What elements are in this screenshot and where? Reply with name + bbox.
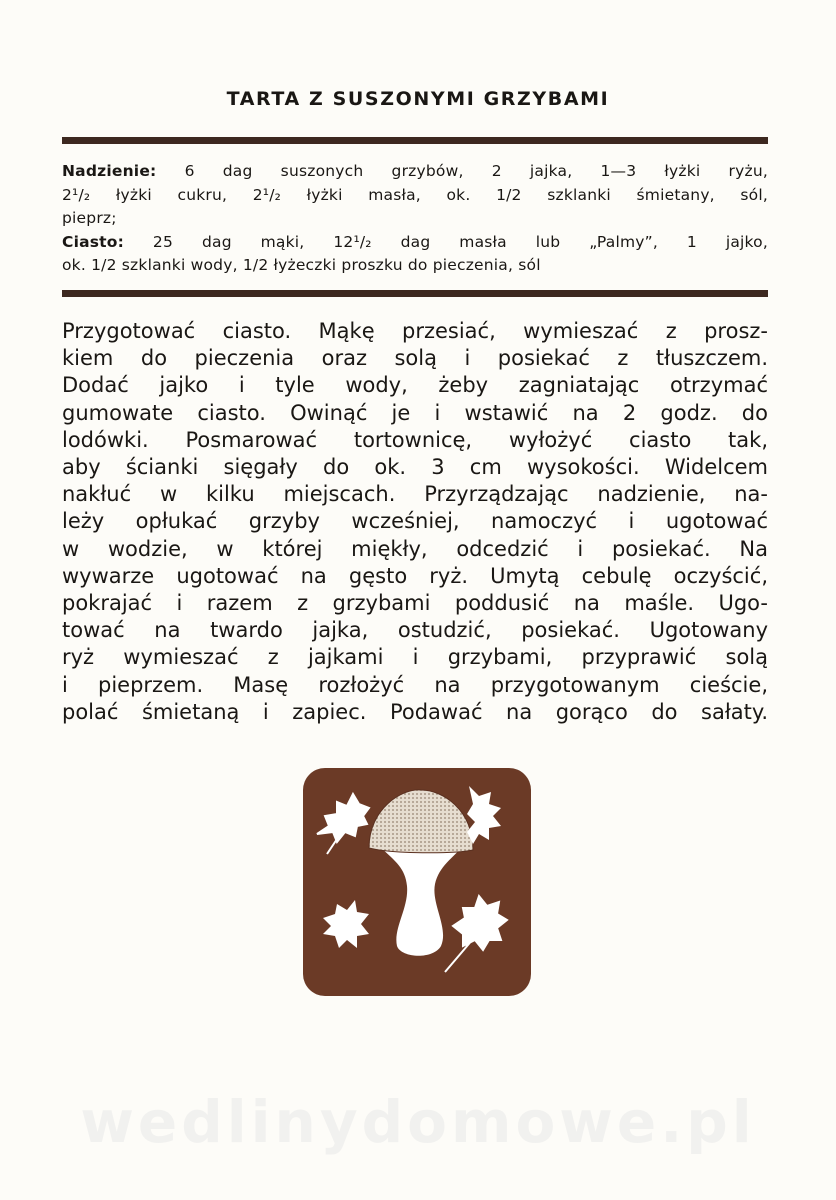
ingredients-line: ok. 1/2 szklanki wody, 1/2 łyżeczki proszku do pieczenia, sól <box>62 256 541 274</box>
watermark: wedlinydomowe.pl <box>80 1088 756 1156</box>
instructions-line: nakłuć w kilku miejscach. Przyrządzając nadzienie, na- <box>62 482 768 507</box>
top-divider <box>62 137 768 144</box>
recipe-title: TARTA Z SUSZONYMI GRZYBAMI <box>226 88 610 110</box>
ingredients-line: 2¹/₂ łyżki cukru, 2¹/₂ łyżki masła, ok. 1/2 szklanki śmietany, sól, <box>62 185 768 204</box>
instructions-line: lodówki. Posmarować tortownicę, wyłożyć ciasto tak, <box>62 427 768 452</box>
instructions-line: tować na twardo jajka, ostudzić, posiekać. Ugotowany <box>62 618 768 643</box>
instructions-text <box>62 318 768 726</box>
instructions-line: leży opłukać grzyby wcześniej, namoczyć i ugotować <box>62 509 768 534</box>
instructions-line: pokrajać i razem z grzybami poddusić na maśle. Ugo- <box>62 591 768 616</box>
ingredients-line: pieprz; <box>62 209 117 227</box>
instructions-line: i pieprzem. Masę rozłożyć na przygotowanym cieście, <box>62 672 768 697</box>
filling-label: Nadzienie: <box>62 162 157 180</box>
instructions-line: wywarze ugotować na gęsto ryż. Umytą cebulę oczyścić, <box>62 563 768 588</box>
ingredients-line <box>62 231 768 255</box>
instructions-line: Dodać jajko i tyle wody, żeby zagniatając otrzymać <box>62 373 768 398</box>
instructions-line: kiem do pieczenia oraz solą i posiekać z tłuszczem. <box>62 346 768 371</box>
instructions-line: w wodzie, w której miękły, odcedzić i posiekać. Na <box>62 536 768 561</box>
instructions-line: gumowate ciasto. Owinąć je i wstawić na 2 godz. do <box>62 400 768 425</box>
dough-text: 25 dag mąki, 12¹/₂ dag masła lub „Palmy”, 1 jajko, <box>124 232 768 251</box>
instructions-line: aby ścianki sięgały do ok. 3 cm wysokości. Widelcem <box>62 455 768 480</box>
instructions-line: ryż wymieszać z jajkami i grzybami, przyprawić solą <box>62 645 768 670</box>
instructions-line: polać śmietaną i zapiec. Podawać na gorąco do sałaty. <box>62 699 768 724</box>
instructions-line: Przygotować ciasto. Mąkę przesiać, wymieszać z prosz- <box>62 319 768 343</box>
bottom-divider <box>62 290 768 297</box>
dough-label: Ciasto: <box>62 232 125 251</box>
mushroom-with-leaves-icon <box>303 768 531 996</box>
ingredients-line <box>62 160 768 184</box>
ingredients-block <box>62 160 768 278</box>
filling-text: 6 dag suszonych grzybów, 2 jajka, 1—3 łyżki ryżu, <box>156 162 768 180</box>
